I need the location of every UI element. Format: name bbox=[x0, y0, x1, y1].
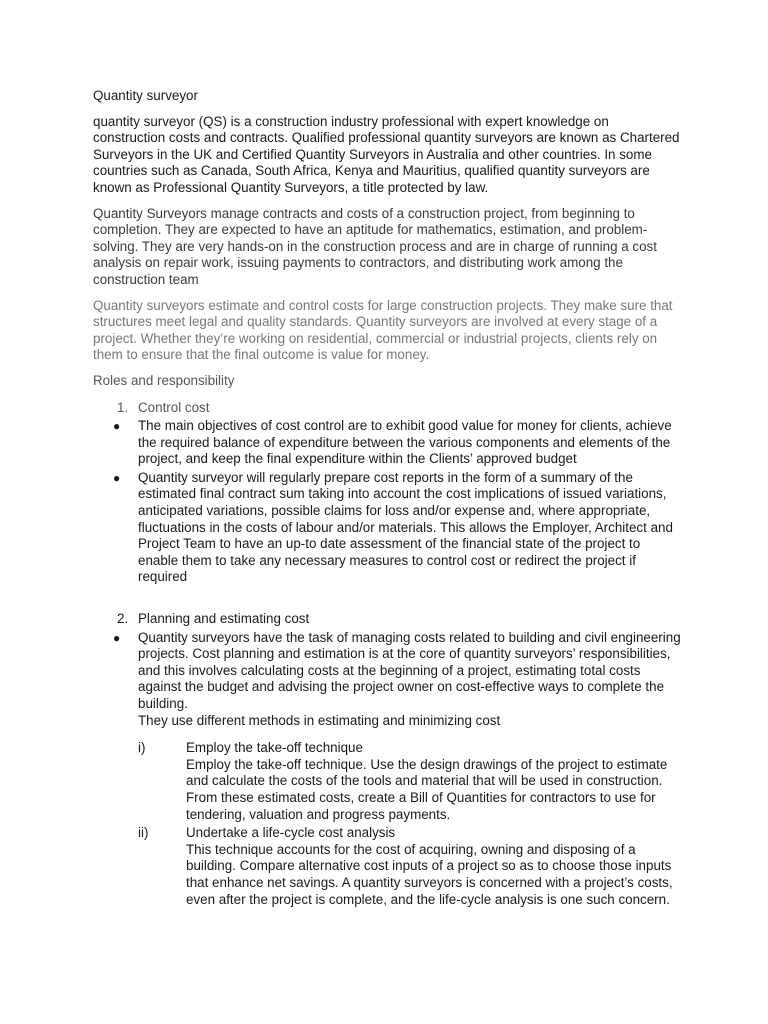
section-1-number: 1. bbox=[117, 399, 129, 415]
section-1-heading bbox=[93, 400, 683, 417]
bullet-icon: ● bbox=[113, 630, 121, 645]
methods-line: They use different methods in estimating and minimizing cost bbox=[138, 712, 501, 728]
sub-item-number: i) bbox=[138, 740, 146, 756]
page-title: Quantity surveyor bbox=[93, 88, 198, 103]
sub-item-title: Employ the take-off technique bbox=[186, 740, 363, 756]
intro-paragraph: quantity surveyor (QS) is a construction industry professional with expert knowledge on construction costs and contracts. Qualified professional quantity surveyors are known as Chartered Surveyors in the UK and Certified Quantity Surveyors in Australia and other countries. In some countries such as Canada, South Africa, Kenya and Mauritius, qualified quantity surveyors are known as Professional Quantity Surveyors, a title protected by law. bbox=[93, 113, 680, 195]
bullet-text: The main objectives of cost control are to exhibit good value for money for clients, achieve the required balance of expenditure between the various components and elements of the project, and keep the final expenditure within the Clients’ approved budget bbox=[138, 418, 672, 467]
list-item bbox=[93, 418, 683, 468]
sub-item-title: Undertake a life-cycle cost analysis bbox=[186, 825, 396, 841]
paragraph-2: Quantity Surveyors manage contracts and costs of a construction project, from beginning to completion. They are expected to have an aptitude for mathematics, estimation, and problem-solving. They are very hands-on in the construction process and are in charge of running a cost analysis on repair work, issuing payments to contractors, and distributing work among the construction team bbox=[93, 205, 657, 287]
document-page bbox=[93, 88, 683, 910]
section-2-heading bbox=[93, 611, 683, 628]
section-2-number: 2. bbox=[117, 611, 129, 627]
roles-heading: Roles and responsibility bbox=[93, 372, 235, 388]
sub-item-life-cycle bbox=[93, 825, 683, 908]
list-item bbox=[93, 630, 683, 713]
paragraph-3: Quantity surveyors estimate and control costs for large construction projects. They make sure that structures meet legal and quality standards. Quantity surveyors are involved at every stage of a project. Whether they’re working on residential, commercial or industrial projects, clients rely on them to ensure that the final outcome is value for money. bbox=[93, 297, 673, 363]
bullet-text: Quantity surveyor will regularly prepare cost reports in the form of a summary of the estimated final contract sum taking into account the cost implications of issued variations, anticipated variations, possible claims for loss and/or expense and, where appropriate, fluctuations in the costs of labour and/or materials. This allows the Employer, Architect and Project Team to have an up-to date assessment of the financial state of the project to enable them to take any necessary measures to control cost or redirect the project if required bbox=[138, 469, 673, 585]
bullet-text: Quantity surveyors have the task of managing costs related to building and civil engineering projects. Cost planning and estimation is at the core of quantity surveyors’ responsibilities, and this involves calculating costs at the beginning of a project, estimating total costs against the budget and advising the project owner on cost-effective ways to complete the building. bbox=[138, 629, 681, 711]
bullet-icon: ● bbox=[113, 470, 121, 485]
sub-item-number: ii) bbox=[138, 825, 149, 841]
bullet-icon: ● bbox=[113, 419, 121, 434]
sub-item-body: Employ the take-off technique. Use the design drawings of the project to estimate and calculate the costs of the tools and material that will be used in construction. From these estimated costs, create a Bill of Quantities for contractors to use for tendering, valuation and progress payments. bbox=[186, 756, 668, 822]
section-2-label: Planning and estimating cost bbox=[138, 611, 310, 627]
sub-item-take-off bbox=[93, 740, 683, 823]
list-item bbox=[93, 470, 683, 586]
sub-item-body: This technique accounts for the cost of acquiring, owning and disposing of a building. Compare alternative cost inputs of a project so as to choose those inputs that enhance net savings. A quantity surveyors is concerned with a project’s costs, even after the project is complete, and the life-cycle analysis is one such concern. bbox=[186, 841, 673, 907]
section-1-label: Control cost bbox=[138, 399, 210, 415]
